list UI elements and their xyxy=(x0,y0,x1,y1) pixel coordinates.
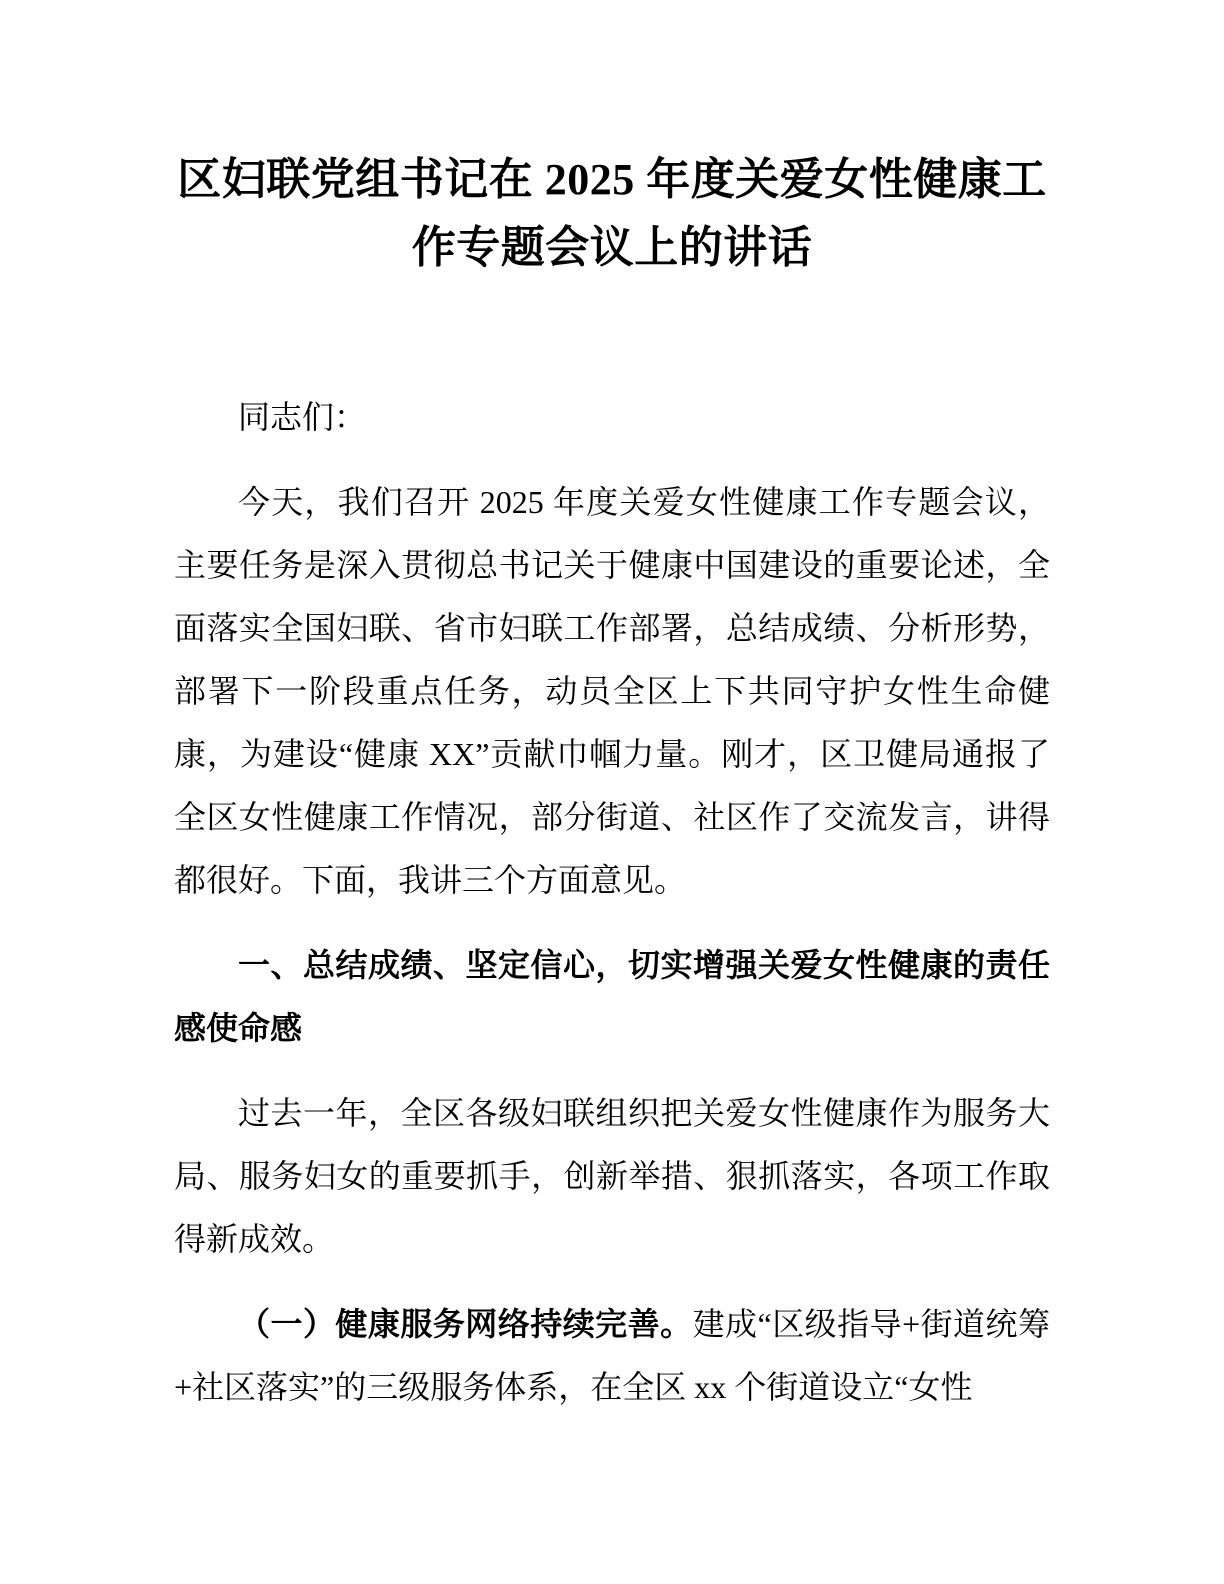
paragraph-subsection-1 xyxy=(174,1293,1050,1419)
paragraph-intro: 今天，我们召开 2025 年度关爱女性健康工作专题会议，主要任务是深入贯彻总书记关于健康中国建设的重要论述，全面落实全国妇联、省市妇联工作部署，总结成绩、分析形势，部署下一阶段重点任务，动员全区上下共同守护女性生命健康，为建设“健康 XX”贡献巾帼力量。刚才，区卫健局通报了全区女性健康工作情况，部分街道、社区作了交流发言，讲得都很好。下面，我讲三个方面意见。 xyxy=(174,484,1050,898)
paragraph-salutation: 同志们： xyxy=(238,399,367,435)
section-heading-1: 一、总结成绩、坚定信心，切实增强关爱女性健康的责任感使命感 xyxy=(174,947,1050,1046)
document-title-line-1: 区妇联党组书记在 2025 年度关爱女性健康工 xyxy=(177,155,1047,204)
document-title xyxy=(174,146,1050,282)
subsection-1-text: 建成“区级指导+街道统筹+社区落实”的三级服务体系，在全区 xx 个街道设立“女性 xyxy=(174,1306,1050,1405)
document-title-line-2: 作专题会议上的讲话 xyxy=(411,223,813,272)
subsection-1-lead: （一）健康服务网络持续完善。 xyxy=(238,1306,693,1342)
paragraph-summary: 过去一年，全区各级妇联组织把关爱女性健康作为服务大局、服务妇女的重要抓手，创新举措、狠抓落实，各项工作取得新成效。 xyxy=(174,1095,1050,1257)
